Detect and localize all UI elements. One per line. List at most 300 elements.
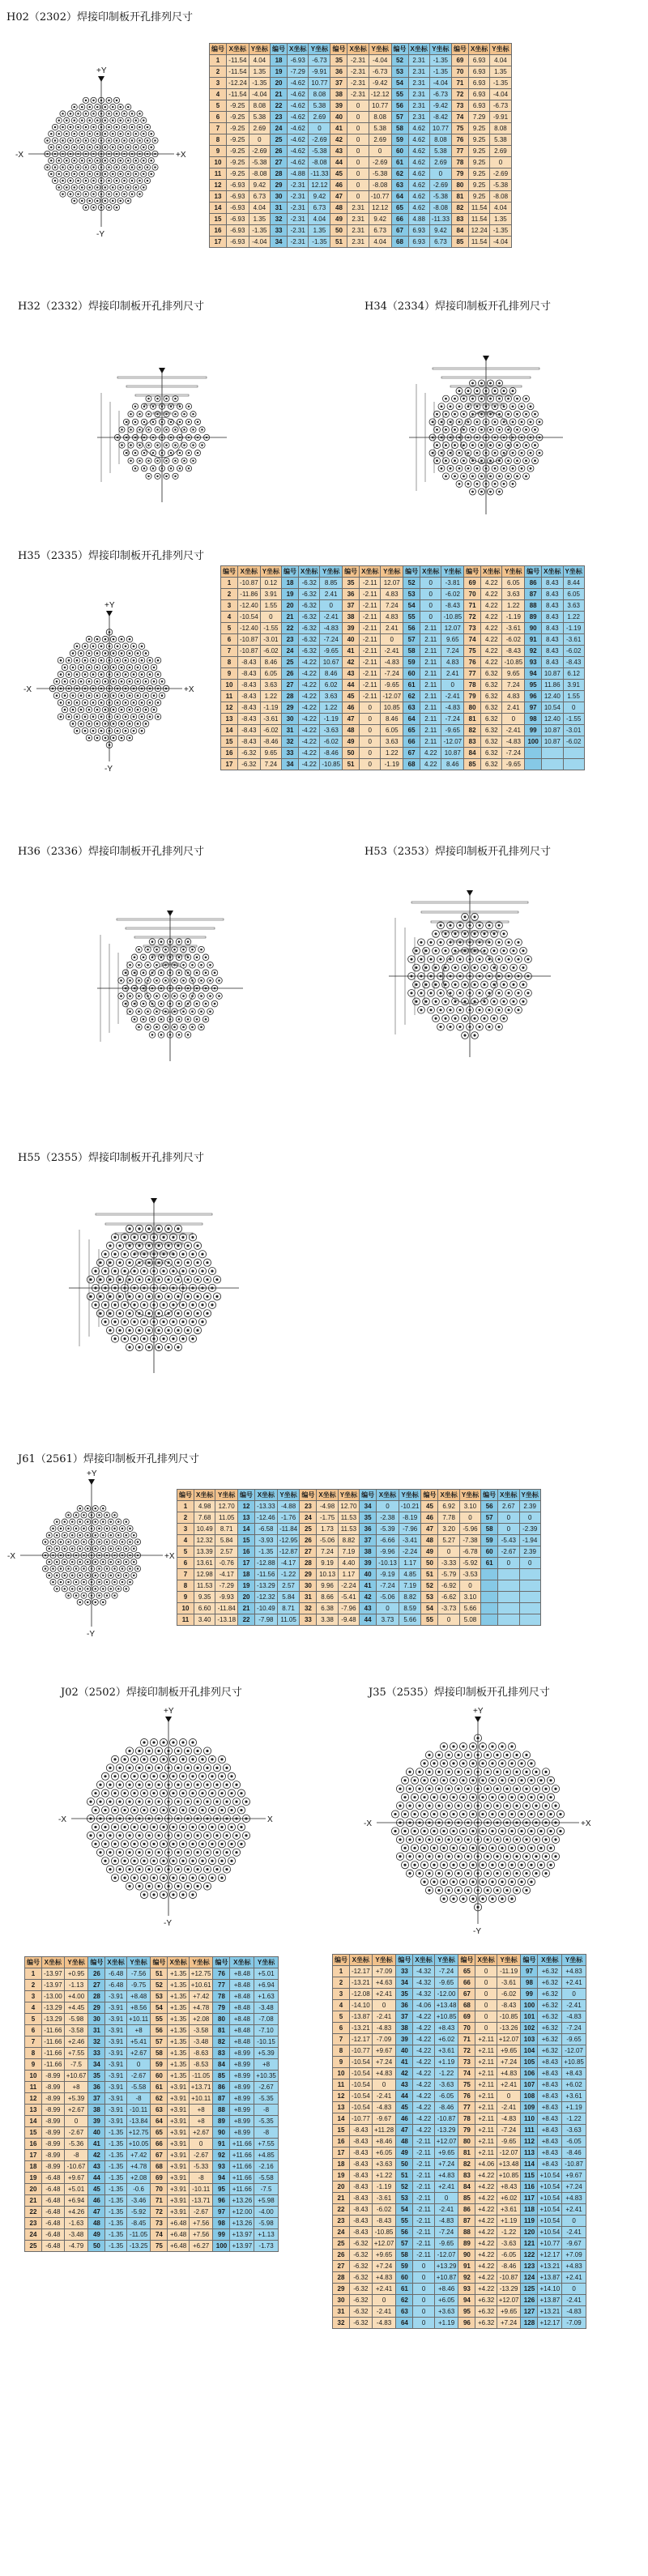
hole-center (211, 1758, 213, 1760)
hole-center (131, 153, 134, 156)
hole-center (121, 667, 123, 669)
hole-center (137, 709, 139, 711)
hole-center (131, 113, 134, 115)
cell-number: 103 (521, 2034, 538, 2045)
hole-center (181, 1860, 184, 1862)
header-x: X坐标 (168, 1957, 189, 1968)
hole-center (116, 113, 118, 115)
hole-center (100, 166, 103, 168)
hole-center (413, 1796, 416, 1798)
hole-center (147, 1801, 150, 1803)
hole-center (481, 1880, 484, 1883)
hole-center (127, 200, 130, 203)
hole-center (143, 133, 145, 135)
hole-center (491, 1847, 493, 1849)
cell-x: 4.62 (408, 123, 429, 134)
cell-number: 97 (213, 2207, 230, 2218)
hole-center (473, 1017, 475, 1020)
hole-center (471, 1830, 474, 1832)
cell-x: 9.19 (317, 1558, 338, 1569)
cell-x: -4.32 (413, 1989, 434, 2000)
cell-number: 15 (221, 736, 238, 748)
hole-center (489, 429, 492, 431)
cell-x: +1.35 (168, 1991, 189, 2002)
hole-center (128, 1278, 130, 1281)
header-x: X坐标 (230, 1957, 254, 1968)
hole-center (106, 1514, 109, 1516)
cell-y: -10.85 (497, 2011, 521, 2023)
cell-y (519, 1603, 540, 1614)
hole-center (535, 1838, 537, 1840)
cell-x: -4.62 (288, 146, 309, 157)
hole-center (530, 437, 532, 439)
hole-center (196, 1329, 198, 1332)
hole-center (143, 1270, 145, 1273)
cell-x: -3.91 (105, 2048, 126, 2059)
cell-y: 5.84 (215, 1535, 238, 1546)
hole-center (88, 723, 91, 725)
hole-center (127, 186, 130, 189)
hole-center (467, 467, 470, 470)
cell-y: -8.43 (497, 2000, 521, 2011)
hole-center (119, 160, 122, 162)
cell-number: 86 (525, 578, 542, 589)
hole-center (67, 1528, 70, 1530)
cell-number: 11 (333, 2079, 350, 2091)
table-row (333, 2057, 586, 2068)
cell-x: 2.11 (420, 623, 441, 634)
hole-center (156, 398, 159, 400)
cell-y: -1.19 (563, 623, 584, 634)
hole-center (67, 1555, 70, 1557)
table-row (25, 2184, 279, 2195)
header-x: X坐标 (350, 1955, 373, 1966)
cell-y: +8.43 (562, 2068, 586, 2079)
hole-center (141, 659, 143, 662)
hole-center (99, 1261, 101, 1264)
hole-center (539, 1864, 542, 1866)
hole-center (147, 1868, 150, 1870)
hole-center (174, 413, 177, 416)
cell-number: 53 (391, 66, 408, 78)
hole-center (131, 126, 134, 129)
hole-center (471, 491, 474, 493)
axis-label-minus-x: -X (23, 685, 32, 694)
hole-center (85, 153, 87, 156)
hole-center (206, 1868, 208, 1870)
cell-x: -4.32 (413, 1977, 434, 1989)
hole-center (467, 1838, 469, 1840)
hole-center (544, 1821, 547, 1823)
hole-center (88, 146, 91, 148)
cell-y: -4.04 (490, 237, 511, 248)
cell-x: -4.22 (299, 691, 320, 702)
cell-number: 64 (403, 714, 420, 725)
hole-center (491, 1762, 493, 1764)
cell-y: +4.83 (562, 1966, 586, 1977)
cell-number: 41 (396, 2057, 413, 2068)
hole-center (444, 1017, 446, 1020)
hole-center (505, 1889, 508, 1891)
cell-x: 10.49 (194, 1524, 215, 1535)
hole-center (167, 1868, 169, 1870)
cell-number: 11 (221, 691, 238, 702)
header-x: X坐标 (255, 1490, 278, 1501)
cell-number: 75 (464, 646, 481, 657)
hole-center (123, 166, 126, 168)
cell-y: 1.55 (260, 600, 281, 612)
hole-center (164, 949, 167, 951)
cell-x: -10.13 (377, 1558, 399, 1569)
hole-center (122, 1581, 124, 1584)
hole-center (476, 1737, 479, 1739)
hole-center (507, 398, 509, 400)
hole-center (167, 1851, 169, 1853)
hole-center (83, 1567, 85, 1570)
cell-y: 8.46 (260, 657, 281, 668)
hole-center (102, 1508, 104, 1510)
hole-center (181, 1792, 184, 1794)
cell-y: -5.38 (309, 146, 330, 157)
hole-center (128, 1868, 130, 1870)
cell-number: 66 (151, 2139, 168, 2150)
cell-number: 10 (333, 2068, 350, 2079)
hole-center (186, 1801, 189, 1803)
hole-center (100, 702, 103, 704)
cell-y: -1.35 (249, 225, 270, 237)
hole-center (71, 1534, 74, 1537)
hole-center (452, 1779, 454, 1781)
cell-y: 5.38 (429, 146, 451, 157)
hole-center (403, 1864, 406, 1866)
hole-center (137, 1541, 139, 1543)
hole-center (452, 1864, 454, 1866)
cell-number: 3 (210, 78, 227, 89)
hole-center (162, 1843, 164, 1845)
cell-y: 8.71 (215, 1524, 238, 1535)
cell-x: -6.92 (438, 1580, 459, 1592)
cell-number: 85 (464, 759, 481, 770)
cell-x: +8.43 (538, 2091, 562, 2102)
cell-y: 2.39 (519, 1546, 540, 1558)
hole-center (437, 1805, 440, 1807)
cell-y: -5.35 (254, 2093, 279, 2105)
cell-number: 15 (210, 214, 227, 225)
table-row (210, 123, 512, 134)
hole-center (463, 966, 466, 969)
hole-center (169, 1018, 172, 1021)
cell-y: 6.05 (381, 725, 403, 736)
cell-number: 62 (151, 2093, 168, 2105)
cell-number: 20 (282, 600, 299, 612)
cell-y: -2.41 (372, 2091, 396, 2102)
hole-center (205, 972, 207, 975)
cell-y: -9.65 (441, 725, 464, 736)
cell-x: 0 (498, 1512, 519, 1524)
hole-center (92, 100, 95, 102)
hole-center (139, 444, 141, 446)
hole-center (123, 1876, 126, 1879)
hole-center (240, 1809, 242, 1811)
cell-number: 1 (177, 1501, 194, 1512)
hole-center (123, 1320, 126, 1323)
hole-center (497, 958, 500, 961)
hole-center (79, 1534, 81, 1537)
hole-center (125, 659, 127, 662)
hole-center (496, 1838, 498, 1840)
hole-center (471, 1847, 474, 1849)
hole-center (481, 1847, 484, 1849)
cell-number: 49 (330, 214, 347, 225)
hole-center (211, 1286, 213, 1289)
hole-center (109, 1767, 111, 1769)
hole-center (112, 186, 114, 189)
cell-number: 12 (333, 2091, 350, 2102)
cell-y: -1.73 (254, 2241, 279, 2252)
hole-center (169, 940, 172, 943)
cell-number: 26 (282, 668, 299, 680)
cell-number: 77 (213, 1980, 230, 1991)
cell-x: +8.99 (230, 2127, 254, 2139)
cell-y: -3.48 (64, 2229, 88, 2241)
table-header-row (177, 1490, 541, 1501)
hole-center (109, 1575, 112, 1577)
cell-y: 10.87 (441, 748, 464, 759)
cell-y: 9.65 (260, 748, 281, 759)
hole-center (123, 1236, 126, 1239)
hole-center (462, 1796, 464, 1798)
hole-center (92, 730, 95, 732)
hole-center (98, 1594, 100, 1597)
hole-center (554, 1788, 556, 1790)
hole-center (408, 1855, 411, 1857)
hole-center (521, 467, 523, 470)
hole-center (463, 983, 466, 986)
hole-center (410, 958, 412, 961)
cell-x: -12.08 (350, 1989, 373, 2000)
cell-x: -3.33 (438, 1558, 459, 1569)
hole-center (106, 1541, 109, 1543)
hole-center (480, 475, 483, 477)
table-row (221, 589, 585, 600)
cell-y: 12.70 (215, 1501, 238, 1512)
hole-pattern-diagram-h34 (364, 316, 591, 551)
hole-center (424, 949, 427, 952)
cell-x: -1.35 (105, 2207, 126, 2218)
cell-x: 4.62 (408, 157, 429, 168)
cell-y: +8 (126, 2025, 151, 2036)
hole-center (172, 1860, 174, 1862)
cell-x: 0 (377, 1603, 399, 1614)
hole-center (80, 680, 83, 683)
hole-center (99, 1817, 101, 1819)
cell-x: 12.32 (194, 1535, 215, 1546)
hole-center (517, 975, 519, 977)
hole-center (54, 153, 57, 156)
hole-center (517, 958, 519, 961)
header-y: Y坐标 (372, 1955, 396, 1966)
cell-x: -1.75 (317, 1512, 338, 1524)
hole-center (215, 1784, 218, 1786)
hole-center (96, 694, 99, 697)
hole-center (196, 1295, 198, 1298)
hole-center (134, 186, 137, 189)
cell-y: +2.41 (372, 1989, 396, 2000)
hole-center (143, 1337, 145, 1340)
cell-number: 96 (525, 691, 542, 702)
cell-x: -1.35 (105, 2173, 126, 2184)
cell-x: 0 (498, 1524, 519, 1535)
hole-center (120, 979, 122, 982)
cell-number: 85 (213, 2071, 230, 2082)
hole-center (133, 702, 135, 704)
hole-center (162, 1758, 164, 1760)
cell-number: 92 (213, 2150, 230, 2161)
hole-center (46, 153, 49, 156)
cell-x: 8.43 (542, 646, 563, 657)
hole-center (516, 429, 518, 431)
hole-center (468, 958, 471, 961)
cell-y: -5.35 (254, 2116, 279, 2127)
hole-center (178, 987, 181, 990)
cell-number: 50 (88, 2241, 105, 2252)
hole-center (128, 1885, 130, 1887)
hole-center (104, 173, 106, 176)
cell-x: -3.91 (105, 2014, 126, 2025)
hole-center (483, 932, 485, 935)
hole-center (458, 483, 461, 485)
hole-center (191, 1010, 194, 1013)
hole-center (157, 1851, 160, 1853)
hole-center (483, 1017, 485, 1020)
hole-center (147, 166, 149, 168)
hole-center (481, 1796, 484, 1798)
hole-center (463, 915, 466, 918)
cell-y: 6.05 (563, 589, 584, 600)
cell-x: +6.48 (168, 2241, 189, 2252)
hole-center (138, 1750, 140, 1752)
hole-center (77, 153, 79, 156)
hole-center (172, 1303, 174, 1306)
cell-y: -1.19 (320, 714, 343, 725)
cell-y: -8 (254, 2127, 279, 2139)
hole-center (99, 1278, 101, 1281)
hole-center (437, 1754, 440, 1756)
hole-center (117, 1534, 120, 1537)
hole-center (489, 475, 492, 477)
hole-center (174, 429, 177, 431)
cell-number: 57 (151, 2036, 168, 2048)
cell-y: 2.57 (277, 1580, 300, 1592)
hole-center (178, 956, 181, 958)
hole-center (215, 1817, 218, 1819)
cell-number: 21 (271, 89, 288, 100)
hole-center (496, 1788, 498, 1790)
hole-center (67, 1594, 70, 1597)
header-y: Y坐标 (502, 566, 525, 578)
table-row (221, 736, 585, 748)
header-x: X坐标 (468, 44, 489, 55)
hole-center (134, 452, 137, 454)
cell-number: 18 (238, 1569, 255, 1580)
cell-x: -9.19 (377, 1569, 399, 1580)
hole-center (88, 667, 91, 669)
cell-number: 91 (525, 634, 542, 646)
hole-center (133, 645, 135, 647)
cell-y: -6.02 (563, 646, 584, 657)
hole-center (177, 1817, 179, 1819)
cell-number: 47 (343, 714, 360, 725)
table-row (25, 1980, 279, 1991)
hole-center (452, 1762, 454, 1764)
cell-y: -4.04 (369, 55, 391, 66)
hole-center (473, 915, 475, 918)
cell-y: 6.12 (563, 668, 584, 680)
table-row (210, 214, 512, 225)
cell-x: 0 (347, 191, 369, 203)
cell-x: 8.66 (317, 1592, 338, 1603)
cell-y: 1.35 (309, 225, 330, 237)
cell-x: +6.32 (538, 2011, 562, 2023)
hole-center (188, 421, 190, 424)
hole-center (138, 1801, 140, 1803)
hole-center (50, 146, 53, 148)
cell-x: +3.91 (168, 2093, 189, 2105)
cell-x: -11.66 (42, 2036, 65, 2048)
hole-center (209, 964, 211, 966)
hole-center (129, 1581, 131, 1584)
cell-x: -9.25 (227, 168, 249, 180)
key-arrow (167, 911, 173, 916)
cell-y: 12.07 (441, 623, 464, 634)
hole-center (152, 437, 155, 439)
hole-center (143, 421, 146, 424)
cell-y: 6.73 (249, 191, 270, 203)
hole-center (145, 709, 147, 711)
hole-center (151, 940, 154, 943)
cell-x: -13.97 (42, 1980, 65, 1991)
hole-center (113, 694, 115, 697)
hole-center (512, 437, 514, 439)
cell-number: 100 (521, 2000, 538, 2011)
cell-y: +9.67 (372, 2045, 396, 2057)
cell-number: 83 (213, 2048, 230, 2059)
hole-center (113, 1758, 116, 1760)
cell-y: -2.24 (399, 1546, 421, 1558)
cell-x: -4.32 (413, 1966, 434, 1977)
cell-number (481, 1592, 498, 1603)
axis-label-plus-y: +Y (104, 601, 115, 610)
hole-center (211, 1792, 213, 1794)
hole-center (71, 1575, 74, 1577)
cell-x: +6.32 (538, 2023, 562, 2034)
cell-x: -6.48 (42, 2207, 65, 2218)
hole-center (133, 1809, 135, 1811)
hole-center (66, 160, 68, 162)
cell-x: 1.73 (317, 1524, 338, 1535)
cell-y: +12.75 (126, 2127, 151, 2139)
hole-center (439, 975, 441, 977)
hole-center (147, 413, 150, 416)
hole-center (211, 1303, 213, 1306)
hole-center (205, 1018, 207, 1021)
hole-center (496, 1855, 498, 1857)
hole-center (205, 987, 207, 990)
cell-x: -6.48 (42, 2195, 65, 2207)
cell-number: 34 (271, 237, 288, 248)
cell-number: 49 (343, 736, 360, 748)
hole-center (503, 405, 505, 407)
